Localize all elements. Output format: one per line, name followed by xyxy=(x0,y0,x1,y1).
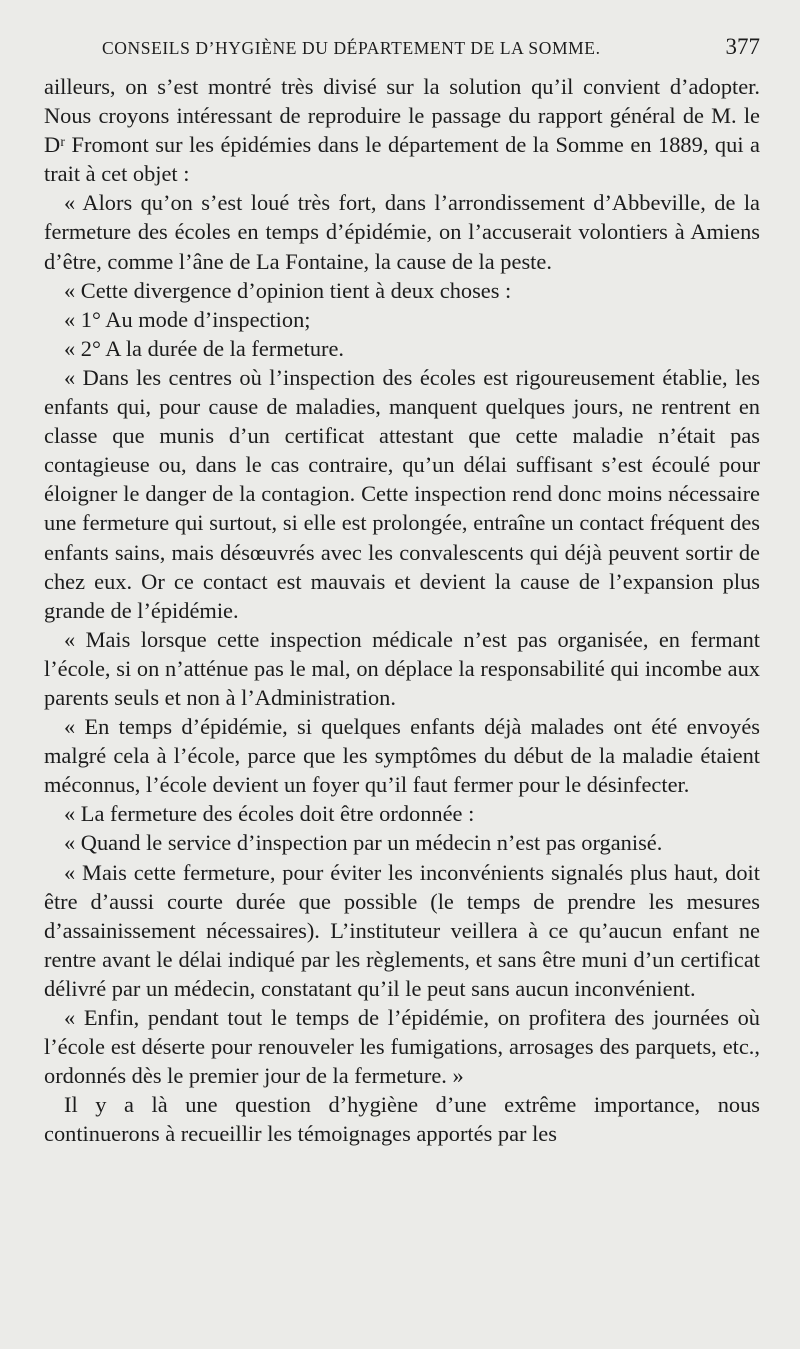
paragraph: « Mais cette fermeture, pour éviter les inconvénients signalés plus haut, doit être d’aussi courte durée que possible (le temps de prendre les mesures d’assainissement nécessaires). L’instituteur veillera à ce qu’aucun enfant ne rentre avant le délai indiqué par les règlements, et sans être muni d’un certificat délivré par un médecin, constatant qu’il le peut sans aucun inconvénient. xyxy=(44,859,760,1001)
paragraph: « Alors qu’on s’est loué très fort, dans l’arrondissement d’Abbeville, de la fermeture des écoles en temps d’épidémie, on l’accuserait volontiers à Amiens d’être, comme l’âne de La Fontaine, la cause de la peste. xyxy=(44,190,760,274)
paragraph: « Quand le service d’inspection par un médecin n’est pas organisé. xyxy=(64,830,663,856)
paragraph: Il y a là une question d’hygiène d’une extrême importance, nous continuerons à recueillir les témoignages apportés par les xyxy=(44,1092,760,1147)
paragraph: « 1° Au mode d’inspection; xyxy=(64,306,311,332)
running-title: CONSEILS D’HYGIÈNE DU DÉPARTEMENT DE LA SOMME. xyxy=(102,38,601,58)
paragraph: « Mais lorsque cette inspection médicale n’est pas organisée, en fermant l’école, si on n’atténue pas le mal, on déplace la responsabilité qui incombe aux parents seuls et non à l’Administration. xyxy=(44,626,760,710)
paragraph: « Cette divergence d’opinion tient à deux choses : xyxy=(64,277,512,303)
paragraph: « En temps d’épidémie, si quelques enfants déjà malades ont été envoyés malgré cela à l’école, parce que les symptômes du début de la maladie étaient méconnus, l’école devient un foyer qu’il faut fermer pour le désinfecter. xyxy=(44,714,760,798)
paragraph: « Dans les centres où l’inspection des écoles est rigoureusement établie, les enfants qui, pour cause de maladies, manquent quelques jours, ne rentrent en classe que munis d’un certificat attestant que cette maladie n’était pas contagieuse ou, dans le cas contraire, qu’un délai suffisant s’est écoulé pour éloigner le danger de la contagion. Cette inspection rend donc moins nécessaire une fermeture qui surtout, si elle est prolongée, entraîne un contact fréquent des enfants sains, mais désœuvrés avec les convalescents qui déjà peuvent sortir de chez eux. Or ce contact est mauvais et devient la cause de l’expansion plus grande de l’épidémie. xyxy=(44,364,760,623)
paragraph: « 2° A la durée de la fermeture. xyxy=(64,335,345,361)
paragraph: « La fermeture des écoles doit être ordonnée : xyxy=(64,801,475,827)
paragraph: ailleurs, on s’est montré très divisé sur la solution qu’il convient d’adopter. Nous croyons intéressant de reproduire le passage du rapport général de M. le Dʳ Fromont sur les épidémies dans le département de la Somme en 1889, qui a trait à cet objet : xyxy=(44,74,760,187)
page-number: 377 xyxy=(725,34,760,59)
body-text xyxy=(44,72,760,1148)
paragraph: « Enfin, pendant tout le temps de l’épidémie, on profitera des journées où l’école est déserte pour renouveler les fumigations, arrosages des parquets, etc., ordonnés dès le premier jour de la fermeture. » xyxy=(44,1005,760,1089)
running-head xyxy=(102,34,760,60)
